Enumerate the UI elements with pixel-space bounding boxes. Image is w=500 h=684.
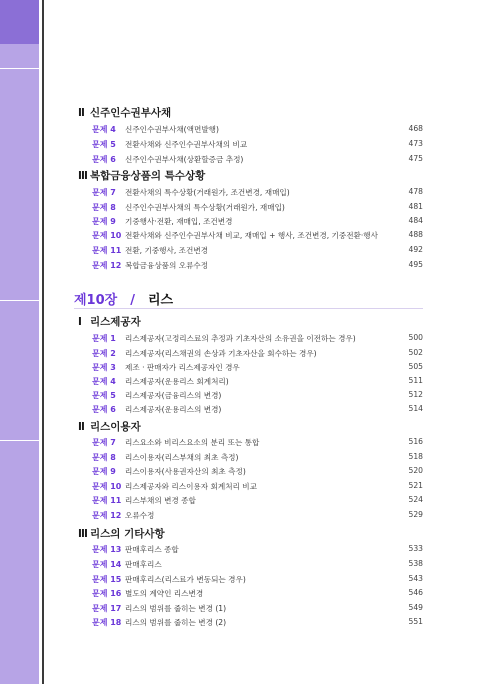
toc-entry[interactable] <box>92 216 423 229</box>
problem-label: 문제 13 <box>92 545 122 554</box>
toc-entry[interactable] <box>92 466 423 479</box>
entry-title: 판매후리스 <box>125 560 162 569</box>
entry-title: 전환사채와 신주인수권부사채의 비교 <box>125 140 248 149</box>
chapter-separator: / <box>130 293 135 308</box>
section-number: Ⅲ <box>78 528 88 540</box>
page-number: 505 <box>408 362 423 371</box>
toc-entry[interactable] <box>92 452 423 465</box>
toc-entry[interactable] <box>92 404 423 417</box>
toc-entry[interactable] <box>92 348 423 361</box>
page-number: 543 <box>408 574 423 583</box>
page-number: 488 <box>408 230 423 239</box>
chapter-number: 제10장 <box>74 293 118 308</box>
toc-entry[interactable] <box>92 362 423 375</box>
problem-label: 문제 6 <box>92 405 116 414</box>
entry-title: 리스요소와 비리스요소의 분리 또는 통합 <box>125 438 260 447</box>
side-color-band <box>0 0 39 684</box>
problem-label: 문제 5 <box>92 140 116 149</box>
toc-entry[interactable] <box>92 154 423 167</box>
entry-title: 복합금융상품의 오류수정 <box>125 261 209 270</box>
section-title: 복합금융상품의 특수상황 <box>90 170 206 182</box>
problem-label: 문제 1 <box>92 334 116 343</box>
entry-title: 리스이용자(사용권자산의 최초 측정) <box>125 467 246 476</box>
problem-label: 문제 12 <box>92 511 122 520</box>
section-title: 리스이용자 <box>90 421 141 433</box>
toc-entry[interactable] <box>92 481 423 494</box>
problem-label: 문제 18 <box>92 618 122 627</box>
problem-label: 문제 8 <box>92 453 116 462</box>
problem-label: 문제 7 <box>92 188 116 197</box>
page-number: 468 <box>408 124 423 133</box>
problem-label: 문제 4 <box>92 377 116 386</box>
section-number: Ⅲ <box>78 170 88 182</box>
problem-label: 문제 2 <box>92 349 116 358</box>
entry-title: 신주인수권부사채(상환할증금 추정) <box>125 155 244 164</box>
entry-title: 신주인수권부사채의 특수상황(거래원가, 재매입) <box>125 203 285 212</box>
entry-title: 리스제공자(리스채권의 손상과 기초자산을 회수하는 경우) <box>125 349 317 358</box>
section-heading <box>78 105 171 120</box>
toc-entry[interactable] <box>92 390 423 403</box>
problem-label: 문제 17 <box>92 604 122 613</box>
section-title: 리스의 기타사항 <box>90 528 165 540</box>
toc-entry[interactable] <box>92 559 423 572</box>
page-number: 516 <box>408 437 423 446</box>
section-title: 리스제공자 <box>90 316 141 328</box>
toc-entry[interactable] <box>92 187 423 200</box>
toc-entry[interactable] <box>92 510 423 523</box>
section-number: Ⅰ <box>78 316 82 328</box>
problem-label: 문제 6 <box>92 155 116 164</box>
problem-label: 문제 12 <box>92 261 122 270</box>
page-number: 551 <box>408 617 423 626</box>
section-number: Ⅱ <box>78 107 85 119</box>
problem-label: 문제 4 <box>92 125 116 134</box>
page-number: 514 <box>408 404 423 413</box>
toc-entry[interactable] <box>92 437 423 450</box>
toc-entry[interactable] <box>92 588 423 601</box>
entry-title: 리스의 범위를 줍히는 변경 (2) <box>125 618 227 627</box>
problem-label: 문제 11 <box>92 246 122 255</box>
entry-title: 별도의 계약인 리스변경 <box>125 589 204 598</box>
page-number: 538 <box>408 559 423 568</box>
page-number: 546 <box>408 588 423 597</box>
entry-title: 전환사채와 신주인수권부사채 비교, 재매입 + 행사, 조건변경, 기중전환·행사 <box>125 231 378 240</box>
page-number: 484 <box>408 216 423 225</box>
page-number: 512 <box>408 390 423 399</box>
entry-title: 리스부채의 변경 종합 <box>125 496 196 505</box>
section-title: 신주인수권부사채 <box>90 107 172 119</box>
page-number: 533 <box>408 544 423 553</box>
problem-label: 문제 8 <box>92 203 116 212</box>
entry-title: 전환, 기중행사, 조건변경 <box>125 246 209 255</box>
page-number: 481 <box>408 202 423 211</box>
toc-entry[interactable] <box>92 139 423 152</box>
entry-title: 제조 · 판매자가 리스제공자인 경우 <box>125 363 240 372</box>
entry-title: 리스의 범위를 줍히는 변경 (1) <box>125 604 227 613</box>
toc-entry[interactable] <box>92 376 423 389</box>
problem-label: 문제 5 <box>92 391 116 400</box>
section-heading <box>78 419 141 434</box>
page-number: 524 <box>408 495 423 504</box>
page-number: 495 <box>408 260 423 269</box>
entry-title: 리스제공자와 리스이용자 회계처리 비교 <box>125 482 257 491</box>
page-number: 529 <box>408 510 423 519</box>
entry-title: 기중행사·전환, 재매입, 조건변경 <box>125 217 233 226</box>
problem-label: 문제 11 <box>92 496 122 505</box>
problem-label: 문제 9 <box>92 467 116 476</box>
problem-label: 문제 7 <box>92 438 116 447</box>
page-number: 475 <box>408 154 423 163</box>
section-number: Ⅱ <box>78 421 85 433</box>
toc-entry[interactable] <box>92 544 423 557</box>
entry-title: 판매후리스(리스료가 변동되는 경우) <box>125 575 246 584</box>
entry-title: 리스이용자(리스부채의 최초 측정) <box>125 453 239 462</box>
toc-entry[interactable] <box>92 617 423 630</box>
problem-label: 문제 3 <box>92 363 116 372</box>
page-number: 520 <box>408 466 423 475</box>
section-heading <box>78 526 165 541</box>
page-number: 478 <box>408 187 423 196</box>
side-divider <box>0 300 39 301</box>
page-number: 502 <box>408 348 423 357</box>
entry-title: 리스제공자(고정리스료의 추정과 기초자산의 소유권을 이전하는 경우) <box>125 334 356 343</box>
section-heading <box>78 168 205 183</box>
page-number: 500 <box>408 333 423 342</box>
side-divider <box>0 440 39 441</box>
toc-entry[interactable] <box>92 202 423 215</box>
problem-label: 문제 10 <box>92 482 122 491</box>
page-margin-line <box>42 0 44 684</box>
toc-entry[interactable] <box>92 333 423 346</box>
toc-entry[interactable] <box>92 495 423 508</box>
page-number: 518 <box>408 452 423 461</box>
toc-entry[interactable] <box>92 260 423 273</box>
toc-entry[interactable] <box>92 230 423 243</box>
problem-label: 문제 9 <box>92 217 116 226</box>
entry-title: 판매후리스 종합 <box>125 545 179 554</box>
toc-entry[interactable] <box>92 245 423 258</box>
page-number: 511 <box>408 376 423 385</box>
toc-entry[interactable] <box>92 124 423 137</box>
section-heading <box>78 314 141 329</box>
problem-label: 문제 15 <box>92 575 122 584</box>
page-number: 521 <box>408 481 423 490</box>
entry-title: 리스제공자(운용리스 회계처리) <box>125 377 229 386</box>
entry-title: 리스제공자(운용리스의 변경) <box>125 405 222 414</box>
entry-title: 신주인수권부사채(액면발행) <box>125 125 219 134</box>
chapter-title: 리스 <box>147 293 174 308</box>
page-number: 492 <box>408 245 423 254</box>
entry-title: 전환사채의 특수상황(거래원가, 조건변경, 재매입) <box>125 188 290 197</box>
page-number: 549 <box>408 603 423 612</box>
entry-title: 오류수정 <box>125 511 155 520</box>
toc-entry[interactable] <box>92 574 423 587</box>
problem-label: 문제 14 <box>92 560 122 569</box>
problem-label: 문제 16 <box>92 589 122 598</box>
side-divider <box>0 68 39 69</box>
problem-label: 문제 10 <box>92 231 122 240</box>
chapter-divider <box>74 308 423 309</box>
chapter-heading <box>74 289 173 308</box>
page-number: 473 <box>408 139 423 148</box>
toc-entry[interactable] <box>92 603 423 616</box>
entry-title: 리스제공자(금융리스의 변경) <box>125 391 222 400</box>
side-color-block <box>0 0 39 44</box>
